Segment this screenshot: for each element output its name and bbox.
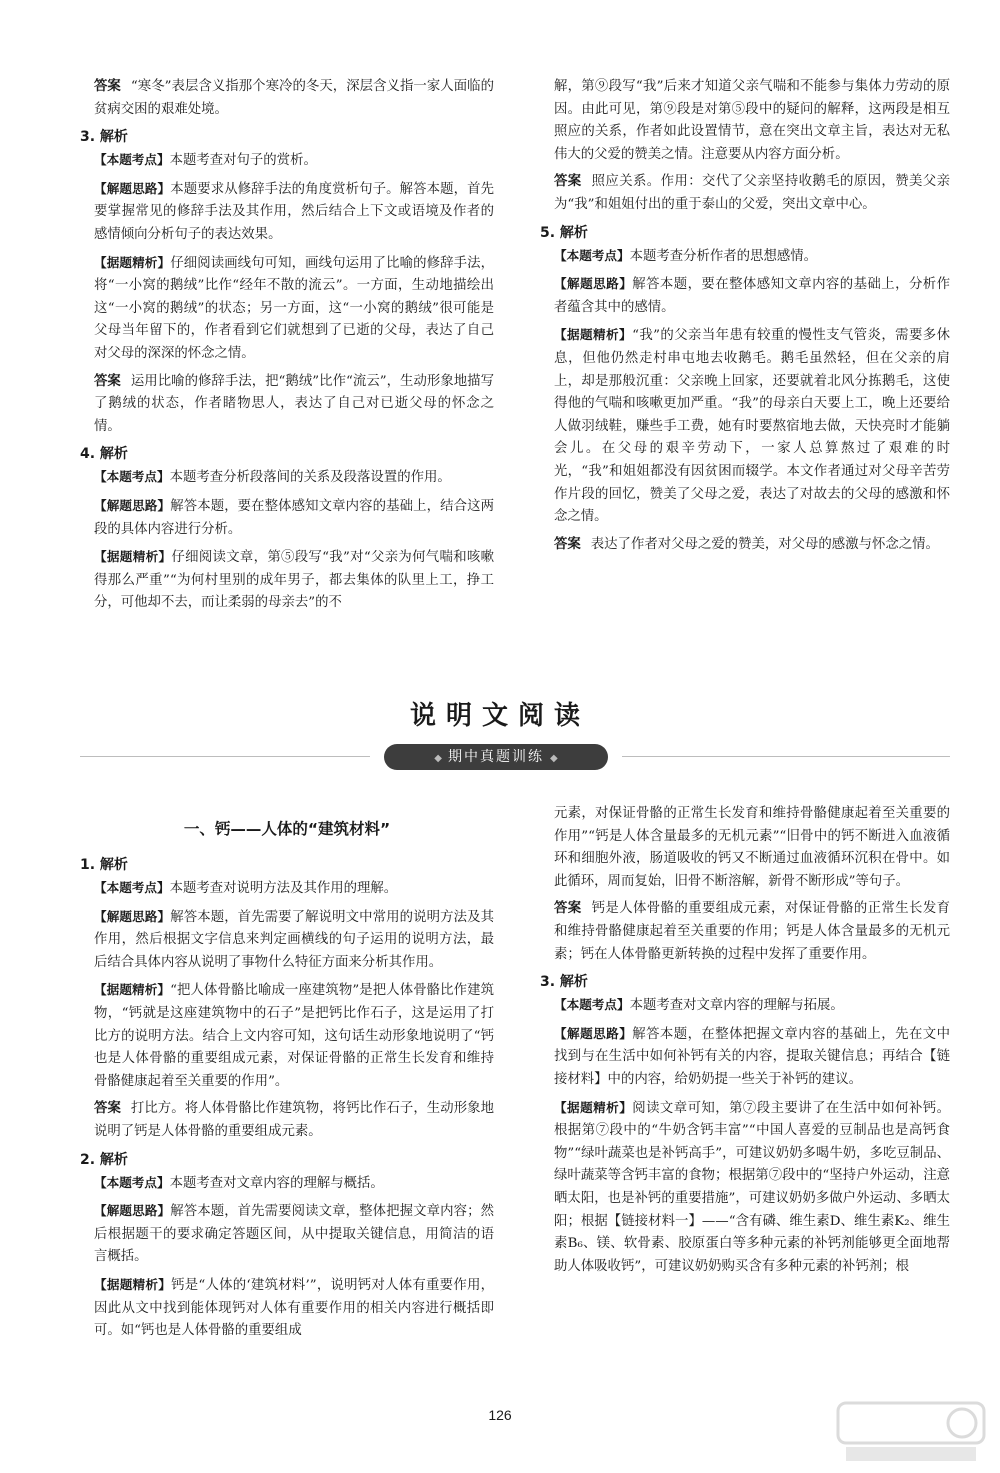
answer-paragraph: 答案 钙是人体骨骼的重要组成元素，对保证骨骼的正常生长发育和维持骨骼健康起着至关重要的作用；钙是人体含量最多的无机元素；钙在人体骨骼更新转换的过程中发挥了重要作用。 [554,901,951,962]
silu-paragraph: 【解题思路】解答本题，要在整体感知文章内容的基础上，结合这两段的具体内容进行分析。 [94,497,495,537]
silu-paragraph: 【解题思路】本题要求从修辞手法的角度赏析句子。解答本题，首先要掌握常见的修辞手法及其作用，然后结合上下文或语境及作者的感情倾向分析句子的表达效果。 [94,180,495,242]
watermark-logo-icon [836,1401,986,1465]
jingxi-paragraph: 【据题精析】钙是“人体的‘建筑材料’”，说明钙对人体有重要作用，因此从文中找到能体现钙对人体有重要作用的相关内容进行概括即可。如“钙也是人体骨骼的重要组成 [94,1276,495,1339]
answer-paragraph: 答案 打比方。将人体骨骼比作建筑物，将钙比作石子，生动形象地说明了钙是人体骨骼的重要组成元素。 [94,1101,495,1139]
jingxi-paragraph: 【据题精析】阅读文章可知，第⑦段主要讲了在生活中如何补钙。根据第⑦段中的“牛奶含钙丰富”“中国人喜爱的豆制品也是高钙食物”“绿叶蔬菜也是补钙高手”，可建议奶奶多喝牛奶，多吃豆制品、绿叶蔬菜等含钙丰富的食物；根据第⑦段中的“坚持户外运动，注意晒太阳，也是补钙的重要措施”，可建议奶奶多做户外运动、多晒太阳；根据【链接材料一】——“含有磷、维生素D、维生素K₂、维生素B₆、镁、软骨素、胶原蛋白等多种元素的补钙剂能够更全面地帮助人体吸收钙”，可建议奶奶购买含有多种元素的补钙剂；根 [554,1099,951,1274]
silu-paragraph: 【解题思路】解答本题，在整体把握文章内容的基础上，先在文中找到与在生活中如何补钙有关的内容，提取关键信息；再结合【链接材料】中的内容，给奶奶提一些关于补钙的建议。 [554,1025,951,1087]
answer-paragraph: 答案 “寒冬”表层含义指那个寒冷的冬天，深层含义指一家人面临的贫病交困的艰难处境。 [94,79,494,117]
right-column-bottom [540,803,950,1283]
jingxi-paragraph: 【据题精析】“把人体骨骼比喻成一座建筑物”是把人体骨骼比作建筑物，“钙就是这座建筑物中的石子”是把钙比作石子，这是运用了打比方的说明方法。结合上文内容可知，这句话生动形象地说明了“钙也是人体骨骼的重要组成元素，对保证骨骼的正常生长发育和维持骨骼健康起着至关重要的作用”。 [94,982,494,1089]
article-title: 一、钙——人体的“建筑材料” [183,820,391,838]
jingxi-paragraph: 【据题精析】仔细阅读文章，第⑤段写“我”对“父亲为何气喘和咳嗽得那么严重”“为何村里别的成年男子，都去集体的队里上工，挣工分，可他却不去，而让柔弱的母亲去”的不 [94,549,494,611]
kaodian-paragraph: 【本题考点】本题考查对文章内容的理解与拓展。 [554,997,844,1014]
silu-paragraph: 【解题思路】解答本题，首先需要了解说明文中常用的说明方法及其作用，然后根据文字信息来判定画横线的句子运用的说明方法，最后结合具体内容从说明了事物什么特征方面来分析其作用。 [94,908,495,970]
divider-rule [80,756,370,757]
kaodian-paragraph: 【本题考点】本题考查分析段落间的关系及段落设置的作用。 [94,469,451,486]
divider-rule [622,756,950,757]
kaodian-paragraph: 【本题考点】本题考查分析作者的思想感情。 [554,247,818,264]
kaodian-paragraph: 【本题考点】本题考查对说明方法及其作用的理解。 [94,880,398,896]
right-column-top [540,76,950,561]
left-column-top [80,76,494,620]
page-number: 126 [488,1407,512,1423]
continued-paragraph: 解，第⑨段写“我”后来才知道父亲气喘和不能参与集体力劳动的原因。由此可见，第⑨段是对第⑤段中的疑问的解释，这两段是相互照应的关系，作者如此设置情节，意在突出文章主旨，表达对无私伟大的父爱的赞美之情。注意要从内容方面分析。 [554,79,950,162]
jingxi-paragraph: 【据题精析】仔细阅读画线句可知，画线句运用了比喻的修辞手法，将“一小窝的鹅绒”比作“经年不散的流云”。一方面，生动地描绘出这“一小窝的鹅绒”的状态；另一方面，这“一小窝的鹅绒”很可能是父母当年留下的，作者看到它们就想到了已逝的父母，表达了自己对父母的深深的怀念之情。 [94,254,495,361]
bullet-icon: ◆ [550,753,558,764]
answer-paragraph: 答案 运用比喻的修辞手法，把“鹅绒”比作“流云”，生动形象地描写了鹅绒的状态，作者睹物思人，表达了自己对已逝父母的怀念之情。 [94,373,494,434]
continued-paragraph: 元素，对保证骨骼的正常生长发育和维持骨骼健康起着至关重要的作用”“钙是人体含量最多的无机元素”“旧骨中的钙不断进入血液循环和细胞外液，肠道吸收的钙又不断通过血液循环沉积在骨中。如此循环，周而复始，旧骨不断溶解，新骨不断形成”等句子。 [554,806,950,889]
question-heading: 2. 解析 [80,1151,128,1168]
bullet-icon: ◆ [434,753,442,764]
answer-paragraph: 答案 表达了作者对父母之爱的赞美，对父母的感激与怀念之情。 [554,536,939,552]
question-heading: 4. 解析 [80,446,128,463]
question-heading: 3. 解析 [540,974,588,991]
silu-paragraph: 【解题思路】解答本题，要在整体感知文章内容的基础上，分析作者蕴含其中的感情。 [554,276,951,315]
answer-paragraph: 答案 照应关系。作用：交代了父亲坚持收鹅毛的原因，赞美父亲为“我”和姐姐付出的重于泰山的父爱，突出文章中心。 [554,174,951,212]
left-column-bottom [80,818,494,1348]
silu-paragraph: 【解题思路】解答本题，首先需要阅读文章，整体把握文章内容；然后根据题干的要求确定答题区间，从中提取关键信息，用简洁的语言概括。 [94,1203,495,1265]
kaodian-paragraph: 【本题考点】本题考查对文章内容的理解与概括。 [94,1174,384,1191]
question-heading: 5. 解析 [540,224,588,241]
jingxi-paragraph: 【据题精析】“我”的父亲当年患有较重的慢性支气管炎，需要多休息，但他仍然走村串屯地去收鹅毛。鹅毛虽然轻，但在父亲的肩上，却是那般沉重：父亲晚上回家，还要就着北风分拣鹅毛，这使得他的气喘和咳嗽更加严重。“我”的母亲白天要上工，晚上还要给人做羽绒鞋，赚些手工费，她有时要熬宿地去做，天快亮时才能躺会儿。在父母的艰辛劳动下，一家人总算熬过了艰难的时光，“我”和姐姐都没有因贫困而辍学。本文作者通过对父母辛苦劳作片段的回忆，赞美了父母之爱，表达了对故去的父母的感激和怀念之情。 [554,327,950,525]
question-heading: 1. 解析 [80,857,128,873]
question-heading: 3. 解析 [80,129,128,146]
section-banner: ◆ 期中真题训练 ◆ [384,744,608,770]
section-title: 说明文阅读 [409,701,590,731]
kaodian-paragraph: 【本题考点】本题考查对句子的赏析。 [94,152,317,169]
